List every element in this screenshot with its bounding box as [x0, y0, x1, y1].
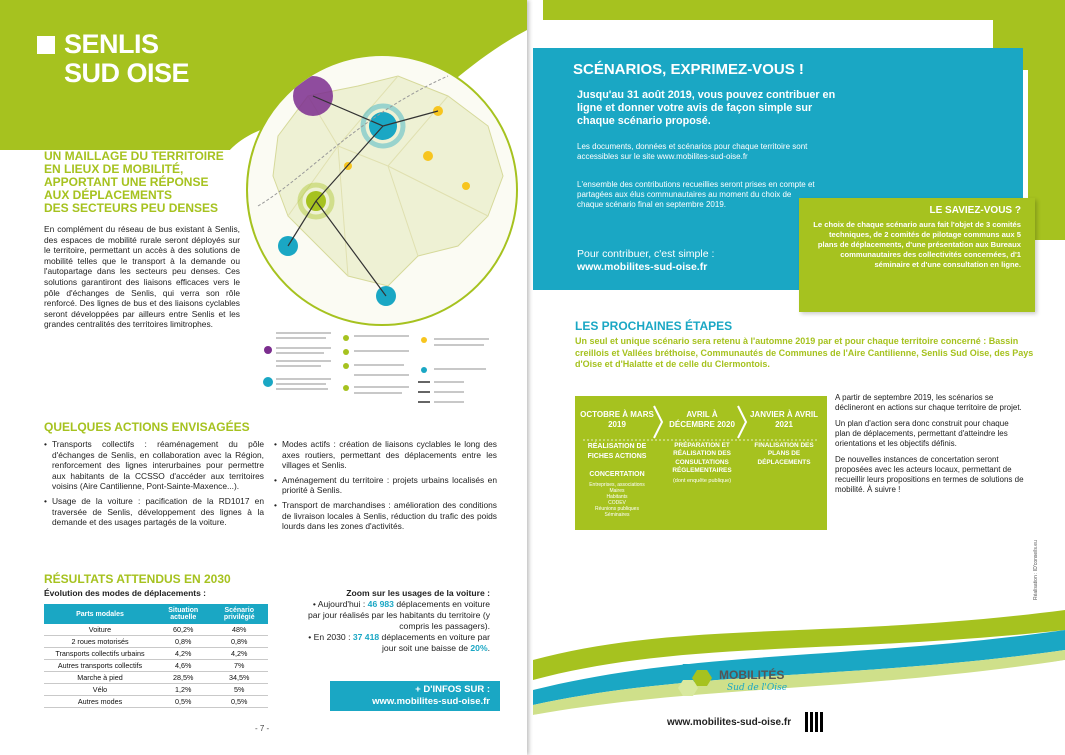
cta-label: Pour contribuer, c'est simple :: [577, 248, 715, 260]
table-cell: Autres transports collectifs: [44, 660, 156, 672]
more-info-label: + D'INFOS SUR :: [415, 684, 490, 695]
page-number: - 7 -: [255, 724, 270, 733]
results-subheading: Évolution des modes de déplacements :: [44, 588, 207, 598]
cta-url-link[interactable]: www.mobilites-sud-oise.fr: [577, 261, 708, 273]
table-cell: 4,6%: [156, 660, 210, 672]
table-cell: 0,5%: [156, 696, 210, 708]
column-header: Scénario privilégié: [210, 604, 268, 624]
action-item: • Transport de marchandises : amélioration des conditions de livraison locales à Senlis, réduction du trafic des poids lourds dans les zones d'activités.: [282, 500, 497, 532]
logo-subtext: Sud de l'Oise: [727, 683, 788, 693]
step-items: [579, 482, 655, 518]
did-you-know-title: LE SAVIEZ-VOUS ?: [929, 205, 1021, 216]
table-cell: 7%: [210, 660, 268, 672]
side-paragraph: A partir de septembre 2019, les scénarios se déclineront en actions sur chaque territoire de projet.: [835, 393, 1022, 412]
table-cell: Autres modes: [44, 696, 156, 708]
step-item: Habitants: [606, 494, 628, 500]
actions-heading: QUELQUES ACTIONS ENVISAGÉES: [44, 420, 250, 434]
step-sub: CONCERTATION: [589, 471, 645, 478]
logo-hexagons-icon: [673, 662, 719, 698]
table-row: [44, 684, 268, 696]
zoom-text: déplacements en voiture par jour soit une baisse de: [379, 632, 490, 653]
zoom-line-2: • En 2030 : 37 418 déplacements en voiture par jour soit une baisse de 20%.: [308, 632, 490, 653]
more-info-url[interactable]: www.mobilites-sud-oise.fr: [372, 696, 490, 707]
scenario-paragraph-2: L'ensemble des contributions recueillies seront prises en compte et partagées aux élus communautaires au moment du choix de chaque scénario final en septembre 2019.: [577, 180, 815, 209]
etapes-side-text: [835, 393, 1025, 495]
table-cell: 0,5%: [210, 696, 268, 708]
table-row: [44, 636, 268, 648]
table-cell: 48%: [210, 624, 268, 636]
action-item: • Modes actifs : création de liaisons cyclables le long des axes routiers, permettant des déplacements entre les villages et Senlis.: [282, 439, 497, 471]
table-cell: 1,2%: [156, 684, 210, 696]
etapes-lead: Un seul et unique scénario sera retenu à l'automne 2019 par et pour chaque territoire concerné : Bassin creillois et Vallées bréthoise, Communautés de Communes de l'Aire Cantilienne, Senlis Sud Oise, des Pays d'Oise et d'Halatte et de celle du Clermontois.: [575, 336, 1034, 369]
vertical-credit: Réalisation : ID'conseils.eu: [1033, 540, 1039, 600]
table-cell: 4,2%: [156, 648, 210, 660]
section-maillage-heading: [44, 150, 244, 215]
heading-line: AUX DÉPLACEMENTS: [44, 188, 173, 202]
scenario-cta: [577, 248, 714, 274]
step-item: Séminaires: [604, 512, 630, 518]
legend-symbols: [262, 330, 494, 412]
step-item: CODEV: [608, 500, 626, 506]
table-cell: 34,5%: [210, 672, 268, 684]
action-item: • Usage de la voiture : pacification de la RD1017 en traversée de Senlis, développement des lignes à la demande et des usages partagés de la voiture.: [52, 496, 264, 528]
zoom-number: 37 418: [352, 632, 380, 642]
etapes-heading: LES PROCHAINES ÉTAPES: [575, 319, 733, 333]
table-cell: Marche à pied: [44, 672, 156, 684]
step-sub: (dont enquête publique): [672, 477, 732, 484]
scenario-paragraph-1: Les documents, données et scénarios pour chaque territoire sont accessibles sur le site www.mobilites-sud-oise.fr: [577, 142, 808, 161]
action-item: • Aménagement du territoire : projets urbains localisés en priorité à Senlis.: [282, 475, 497, 496]
step-item: Réunions publiques: [595, 506, 639, 512]
table-cell: 5%: [210, 684, 268, 696]
heading-line: APPORTANT UNE RÉPONSE: [44, 175, 209, 189]
table-cell: 28,5%: [156, 672, 210, 684]
zoom-line-1: • Aujourd'hui : 46 983 déplacements en voiture par jour réalisés par les habitants du territoire (y compris les passagers).: [308, 599, 490, 631]
table-cell: 60,2%: [156, 624, 210, 636]
page-title: [64, 30, 189, 88]
table-cell: 2 roues motorisés: [44, 636, 156, 648]
action-item: • Transports collectifs : réaménagement du pôle d'échanges de Senlis, en collaboration avec la Région, renforcement des lignes interurbaines pour permettre aux habitants de la CCSSO d'accéder aux territoires voisins (Aire Cantilienne, Pont-Sainte-Maxence...).: [52, 439, 264, 492]
heading-line: DES SECTEURS PEU DENSES: [44, 201, 219, 215]
map-drawing: [248, 56, 516, 324]
step-period: OCTOBRE À MARS 2019: [580, 410, 654, 429]
did-you-know-text: Le choix de chaque scénario aura fait l'objet de 3 comités techniques, de 2 comités de pilotage communs aux 5 plans de déplacements, d'une présentation aux Bureaux communautaires des collectivités concernées, d'1 séminaire et d'une consultation en ligne.: [813, 220, 1021, 269]
step-item: Maires: [609, 488, 625, 494]
table-cell: Transports collectifs urbains: [44, 648, 156, 660]
table-row: [44, 696, 268, 708]
title-square-icon: [37, 36, 55, 54]
modal-share-table: [44, 604, 268, 708]
table-header-row: [44, 604, 268, 624]
territory-map: [246, 54, 518, 326]
zoom-text: En 2030 :: [313, 632, 353, 642]
step-title: RÉALISATION DE FICHES ACTIONS: [587, 443, 647, 460]
map-legend: [262, 330, 494, 412]
logo-text: MOBILITÉS: [719, 668, 785, 682]
more-info-box[interactable]: [330, 681, 500, 711]
zoom-percent: 20%: [470, 643, 488, 653]
footer-url-link[interactable]: www.mobilites-sud-oise.fr: [667, 717, 792, 728]
table-row: [44, 660, 268, 672]
heading-line: EN LIEUX DE MOBILITÉ,: [44, 162, 184, 176]
step-title: FINALISATION DES PLANS DE DÉPLACEMENTS: [754, 442, 814, 466]
left-page: [0, 0, 527, 755]
step-period: JANVIER À AVRIL 2021: [749, 410, 818, 429]
column-header: Parts modales: [44, 604, 156, 624]
column-header: Situation actuelle: [156, 604, 210, 624]
zoom-number: 46 983: [367, 599, 394, 609]
timeline-step-2: [663, 410, 741, 486]
table-cell: Voiture: [44, 624, 156, 636]
right-page: [533, 0, 1065, 755]
zoom-text: Aujourd'hui :: [317, 599, 368, 609]
timeline-step-1: [579, 410, 655, 518]
side-paragraph: Un plan d'action sera donc construit pour chaque plan de déplacements, permettant d'atteindre les orientations et les objectifs définis.: [835, 419, 1009, 448]
zoom-title: Zoom sur les usages de la voiture :: [346, 588, 490, 598]
timeline-step-3: [745, 410, 823, 467]
table-row: [44, 624, 268, 636]
table-row: [44, 672, 268, 684]
footer-swooshes: [533, 600, 1065, 755]
scenario-lead: Jusqu'au 31 août 2019, vous pouvez contribuer en ligne et donner votre avis de façon simple sur chaque scénario proposé.: [577, 89, 836, 127]
title-line-2: SUD OISE: [64, 58, 190, 88]
zoom-text: déplacements en voiture par jour réalisés par les habitants du territoire (y compris les passagers).: [308, 599, 490, 631]
zoom-text: .: [487, 643, 490, 653]
section-maillage-text: En complément du réseau de bus existant à Senlis, des espaces de mobilité rurale seront déployés sur le territoire, permettant un accès à des solutions de mobilité telles que le transport à la demande ou l'autopartage dans les secteurs peu denses. Ces solutions garantiront des liaisons efficaces vers le pôle d'échanges de Senlis, qui verra son rôle renforcé. Des lignes de bus et des liaisons cyclables seront développées par ailleurs entre Senlis et les grandes centralités des territoires limitrophes.: [44, 224, 240, 330]
step-item: Entreprises, associations: [589, 482, 645, 488]
step-title: PRÉPARATION ET RÉALISATION DES CONSULTATIONS RÉGLEMENTAIRES: [672, 442, 732, 475]
scenario-title: SCÉNARIOS, EXPRIMEZ-VOUS !: [573, 61, 804, 78]
step-period: AVRIL À DÉCEMBRE 2020: [669, 410, 735, 429]
table-cell: 0,8%: [210, 636, 268, 648]
zoom-car-usage: [306, 588, 490, 654]
results-heading: RÉSULTATS ATTENDUS EN 2030: [44, 572, 231, 586]
table-cell: Vélo: [44, 684, 156, 696]
title-line-1: SENLIS: [64, 29, 159, 59]
table-cell: 4,2%: [210, 648, 268, 660]
side-paragraph: De nouvelles instances de concertation seront proposées avec les acteurs locaux, permettant de recueillir leurs propositions en termes de solutions de mobilité. À suivre !: [835, 455, 1024, 494]
table-cell: 0,8%: [156, 636, 210, 648]
table-row: [44, 648, 268, 660]
qr-code-icon[interactable]: [805, 712, 825, 732]
actions-list-col2: [274, 439, 497, 536]
heading-line: UN MAILLAGE DU TERRITOIRE: [44, 149, 224, 163]
actions-list-col1: [44, 439, 264, 532]
